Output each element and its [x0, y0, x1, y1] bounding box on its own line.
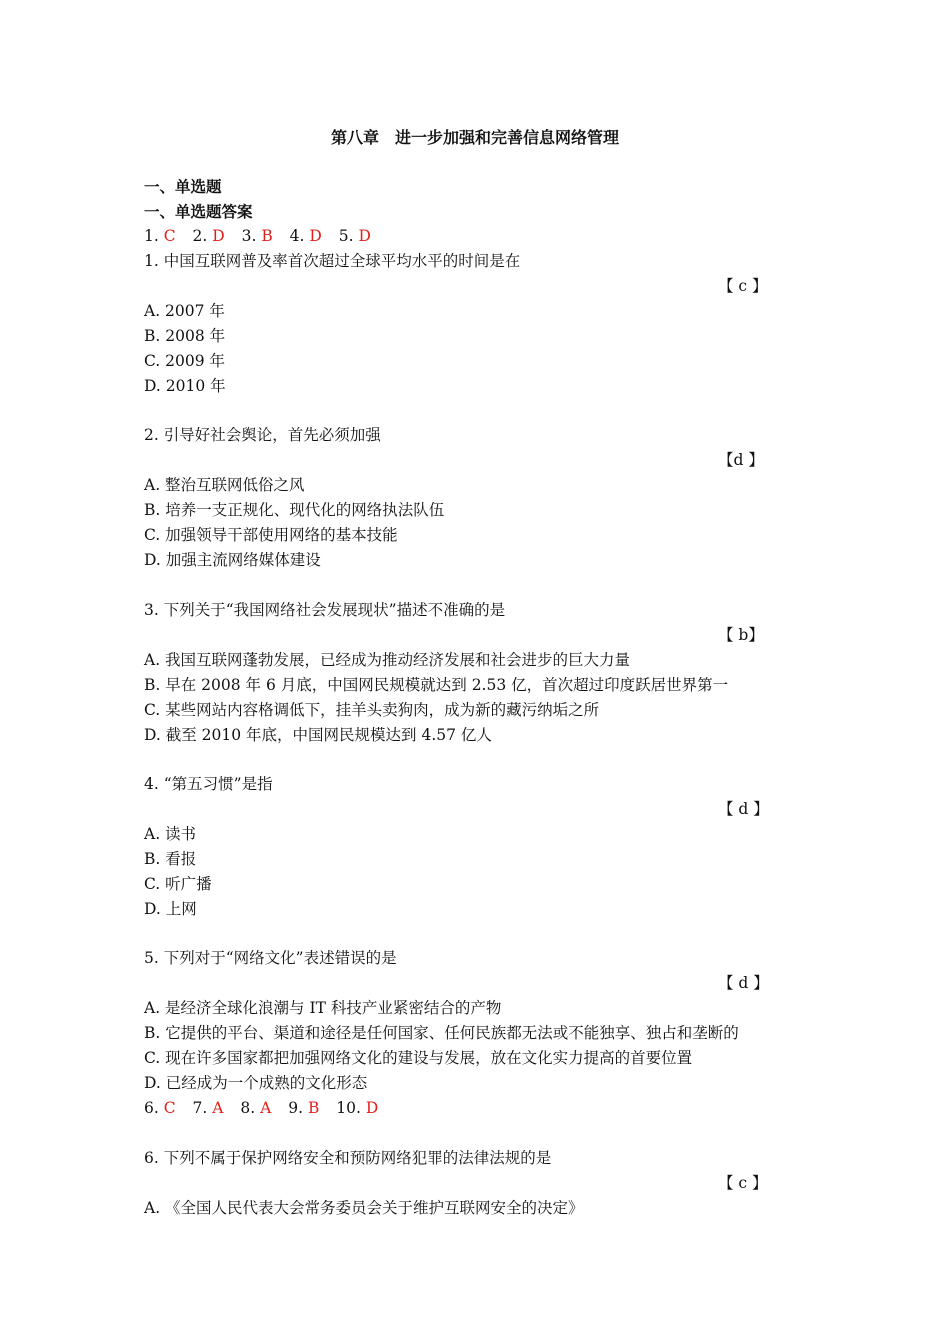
answer-key-item	[242, 227, 273, 245]
option-a: A. 整治互联网低俗之风	[144, 476, 305, 494]
answer-key-item	[240, 1099, 271, 1117]
chapter-title: 第八章 进一步加强和完善信息网络管理	[330, 128, 619, 147]
answer-letter: A	[212, 1099, 224, 1117]
answer-key-item	[144, 227, 176, 245]
answer-letter: B	[261, 227, 273, 245]
answer-bracket: 【 c 】	[718, 277, 768, 295]
answer-letter: A	[260, 1099, 272, 1117]
section-heading: 一、单选题	[144, 177, 222, 196]
option-d: D. 已经成为一个成熟的文化形态	[144, 1074, 368, 1092]
option-c: C. 2009 年	[144, 352, 226, 370]
option-c: C. 某些网站内容格调低下，挂羊头卖狗肉，成为新的藏污纳垢之所	[144, 701, 600, 719]
answer-number: 9.	[288, 1099, 308, 1117]
answer-key-item	[339, 227, 371, 245]
answer-key-item	[288, 1099, 319, 1117]
option-b: B. 早在 2008 年 6 月底，中国网民规模就达到 2.53 亿，首次超过印度跃居世界第一	[144, 676, 729, 694]
question-stem: 1. 中国互联网普及率首次超过全球平均水平的时间是在	[144, 252, 521, 270]
answer-key-item	[193, 1099, 224, 1117]
answer-letter: D	[365, 1099, 379, 1117]
answer-number: 8.	[240, 1099, 261, 1117]
answer-letter: D	[309, 227, 322, 245]
answer-bracket: 【 d 】	[718, 800, 769, 818]
answer-key-item	[193, 227, 225, 245]
answer-key-item	[290, 227, 322, 245]
answer-letter: D	[212, 227, 225, 245]
option-a: A. 《全国人民代表大会常务委员会关于维护互联网安全的决定》	[144, 1199, 584, 1217]
option-b: B. 看报	[144, 850, 197, 868]
option-d: D. 截至 2010 年底，中国网民规模达到 4.57 亿人	[144, 726, 492, 744]
answer-number: 6.	[144, 1099, 164, 1117]
answer-number: 2.	[192, 227, 213, 245]
answer-key-item	[336, 1099, 378, 1117]
answer-number: 1.	[144, 227, 164, 245]
option-c: C. 加强领导干部使用网络的基本技能	[144, 526, 398, 544]
answer-number: 5.	[338, 227, 359, 245]
answer-number: 4.	[289, 227, 310, 245]
option-c: C. 现在许多国家都把加强网络文化的建设与发展，放在文化实力提高的首要位置	[144, 1049, 693, 1067]
answer-letter: C	[163, 1099, 176, 1117]
question-stem: 4. “第五习惯”是指	[144, 775, 273, 793]
option-a: A. 读书	[144, 825, 197, 843]
answer-key-row-1	[144, 226, 383, 246]
option-d: D. 2010 年	[144, 377, 226, 395]
option-a: A. 我国互联网蓬勃发展，已经成为推动经济发展和社会进步的巨大力量	[144, 651, 631, 669]
option-d: D. 上网	[144, 900, 197, 918]
answer-bracket: 【 b】	[718, 626, 764, 644]
answer-key-row-2	[144, 1098, 390, 1118]
answers-heading: 一、单选题答案	[144, 202, 253, 221]
question-stem: 5. 下列对于“网络文化”表述错误的是	[144, 949, 397, 967]
question-stem: 2. 引导好社会舆论，首先必须加强	[144, 426, 381, 444]
option-b: B. 培养一支正规化、现代化的网络执法队伍	[144, 501, 445, 519]
option-b: B. 2008 年	[144, 327, 226, 345]
option-c: C. 听广播	[144, 875, 212, 893]
answer-number: 7.	[192, 1099, 213, 1117]
answer-key-item	[144, 1099, 176, 1117]
answer-letter: B	[307, 1099, 320, 1117]
question-stem: 3. 下列关于“我国网络社会发展现状”描述不准确的是	[144, 601, 506, 619]
option-b: B. 它提供的平台、渠道和途径是任何国家、任何民族都无法或不能独享、独占和垄断的	[144, 1024, 739, 1042]
answer-bracket: 【 d 】	[718, 974, 769, 992]
option-d: D. 加强主流网络媒体建设	[144, 551, 321, 569]
answer-number: 10.	[336, 1099, 366, 1117]
answer-number: 3.	[241, 227, 262, 245]
option-a: A. 是经济全球化浪潮与 IT 科技产业紧密结合的产物	[144, 999, 502, 1017]
answer-bracket: 【 c 】	[718, 1174, 768, 1192]
answer-letter: D	[358, 227, 371, 245]
option-a: A. 2007 年	[144, 302, 225, 320]
answer-bracket: 【d 】	[718, 451, 764, 469]
answer-letter: C	[163, 227, 176, 245]
question-stem: 6. 下列不属于保护网络安全和预防网络犯罪的法律法规的是	[144, 1149, 552, 1167]
